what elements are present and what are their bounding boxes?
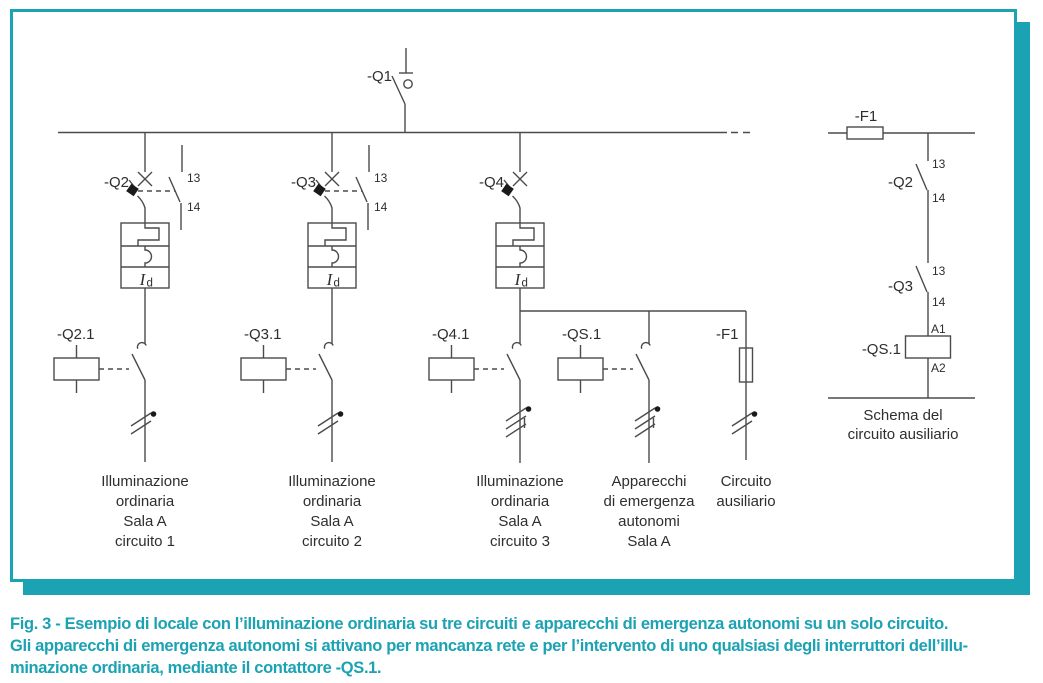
load-2-line-2: ordinaria [302,493,362,510]
schematic-labels [57,68,958,550]
q3-aux-14: 14 [374,200,388,214]
aux-circuit-symbols [828,127,975,398]
load-4-line-3: autonomi [618,513,680,530]
q2-rcd-sub: d [146,277,153,290]
q2-rcd-label: I [139,270,146,289]
q21-contactor-label: -Q2.1 [57,326,95,343]
load-4-line-2: di emergenza [603,493,695,510]
q4-rcd-label: I [514,270,521,289]
load-3-line-4: circuito 3 [489,533,551,550]
q3-aux-13: 13 [374,171,388,185]
aux-q2-14: 14 [932,191,946,205]
q3-breaker-label: -Q3 [290,174,316,191]
load-1-line-1: Illuminazione [101,473,189,490]
load-1-line-2: ordinaria [115,493,175,510]
load-2-line-1: Illuminazione [288,473,376,490]
aux-title-line-1: Schema del [863,407,943,424]
caption-line-1: Fig. 3 - Esempio di locale con l’illuminazione ordinaria su tre circuiti e apparecchi di emergenza autonomi su un solo circuito. [10,615,949,633]
main-switch-q1-symbol [392,48,413,133]
q41-contactor-label: -Q4.1 [432,326,470,343]
load-5-line-2: ausiliario [716,493,776,510]
q4-rcd-sub: d [521,277,528,290]
aux-coil-a2: A2 [931,361,946,375]
aux-q3-14: 14 [932,295,946,309]
load-5-line-1: Circuito [720,473,772,490]
q2-breaker-label: -Q2 [103,174,129,191]
figure-caption [10,613,1030,679]
load-3-line-1: Illuminazione [476,473,564,490]
q2-aux-13: 13 [187,171,201,185]
load-3-line-3: Sala A [498,513,542,530]
aux-q3-label: -Q3 [887,278,913,295]
q1-label: -Q1 [366,68,392,85]
load-2-line-3: Sala A [310,513,354,530]
qs1-contactor-label: -QS.1 [562,326,602,343]
caption-line-3: minazione ordinaria, mediante il contattore -QS.1. [10,659,382,677]
aux-q2-label: -Q2 [887,174,913,191]
q2-aux-14: 14 [187,200,201,214]
aux-q3-13: 13 [932,264,946,278]
load-3-line-2: ordinaria [490,493,550,510]
q4-breaker-label: -Q4 [478,174,504,191]
f1-fuse-label: -F1 [716,326,739,343]
load-1-line-4: circuito 1 [114,533,176,550]
load-2-line-4: circuito 2 [301,533,363,550]
load-1-line-3: Sala A [123,513,167,530]
load-4-line-1: Apparecchi [611,473,687,490]
load-4-line-4: Sala A [627,533,671,550]
aux-q2-13: 13 [932,157,946,171]
q3-rcd-sub: d [333,277,340,290]
aux-coil-a1: A1 [931,322,946,336]
q3-rcd-label: I [326,270,333,289]
aux-title-line-2: circuito ausiliario [847,426,959,443]
q31-contactor-label: -Q3.1 [244,326,282,343]
aux-f1-label: -F1 [854,108,878,125]
branch-q4-symbols [429,133,746,463]
aux-coil-label: -QS.1 [861,341,901,358]
caption-line-2: Gli apparecchi di emergenza autonomi si attivano per mancanza rete e per l’intervento di uno qualsiasi degli interruttori dell’illu- [10,637,968,655]
